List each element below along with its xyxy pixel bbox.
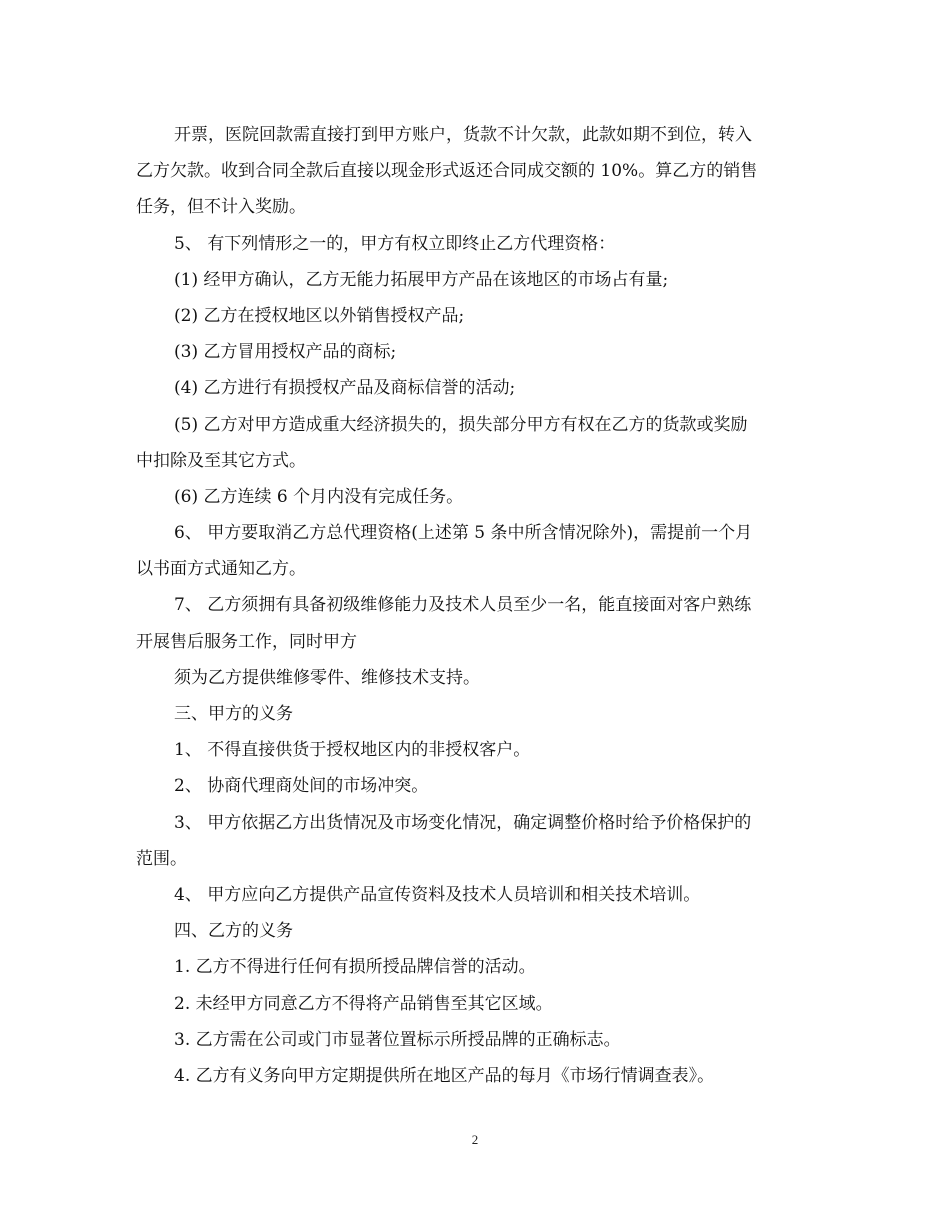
list-item: (5) 乙方对甲方造成重大经济损失的，损失部分甲方有权在乙方的货款或奖励: [174, 414, 748, 435]
list-item: 2、 协商代理商处间的市场冲突。: [174, 776, 429, 797]
paragraph-line: 开票，医院回款需直接打到甲方账户，货款不计欠款，此款如期不到位，转入: [174, 125, 752, 145]
list-item: 4. 乙方有义务向甲方定期提供所在地区产品的每月《市场行情调查表》。: [174, 1065, 715, 1086]
document-body: [136, 117, 816, 1094]
clause-item: 7、 乙方须拥有具备初级维修能力及技术人员至少一名，能直接面对客户熟练: [174, 595, 752, 616]
list-item: 1、 不得直接供货于授权地区内的非授权客户。: [174, 740, 531, 761]
list-item-continuation: 范围。: [136, 848, 187, 869]
list-item: 1. 乙方不得进行任何有损所授品牌信誉的活动。: [174, 957, 536, 978]
section-heading: 三、甲方的义务: [174, 704, 293, 724]
list-item: (2) 乙方在授权地区以外销售授权产品;: [174, 305, 465, 326]
clause-continuation: 以书面方式通知乙方。: [136, 559, 306, 580]
list-item: (4) 乙方进行有损授权产品及商标信誉的活动;: [174, 378, 516, 399]
list-item: 2. 未经甲方同意乙方不得将产品销售至其它区域。: [174, 993, 553, 1014]
clause-heading: 5、 有下列情形之一的，甲方有权立即终止乙方代理资格：: [174, 233, 616, 254]
list-item: 3. 乙方需在公司或门市显著位置标示所授品牌的正确标志。: [174, 1029, 621, 1050]
list-item: 3、 甲方依据乙方出货情况及市场变化情况，确定调整价格时给予价格保护的: [174, 812, 752, 833]
list-item: (3) 乙方冒用授权产品的商标;: [174, 342, 397, 363]
section-heading: 四、乙方的义务: [174, 921, 293, 942]
clause-item: 6、 甲方要取消乙方总代理资格(上述第 5 条中所含情况除外)，需提前一个月: [174, 523, 753, 544]
paragraph-line: 乙方欠款。收到合同全款后直接以现金形式返还合同成交额的 10%。算乙方的销售: [136, 161, 758, 182]
page-number: 2: [471, 1132, 479, 1147]
clause-continuation: 开展售后服务工作，同时甲方: [136, 631, 357, 652]
list-item-continuation: 中扣除及至其它方式。: [136, 450, 306, 471]
paragraph-line: 任务，但不计入奖励。: [136, 197, 306, 218]
list-item: 4、 甲方应向乙方提供产品宣传资料及技术人员培训和相关技术培训。: [174, 884, 701, 905]
list-item: (1) 经甲方确认，乙方无能力拓展甲方产品在该地区的市场占有量;: [174, 269, 669, 290]
list-item: (6) 乙方连续 6 个月内没有完成任务。: [174, 486, 464, 507]
paragraph-line: 须为乙方提供维修零件、维修技术支持。: [174, 667, 480, 688]
